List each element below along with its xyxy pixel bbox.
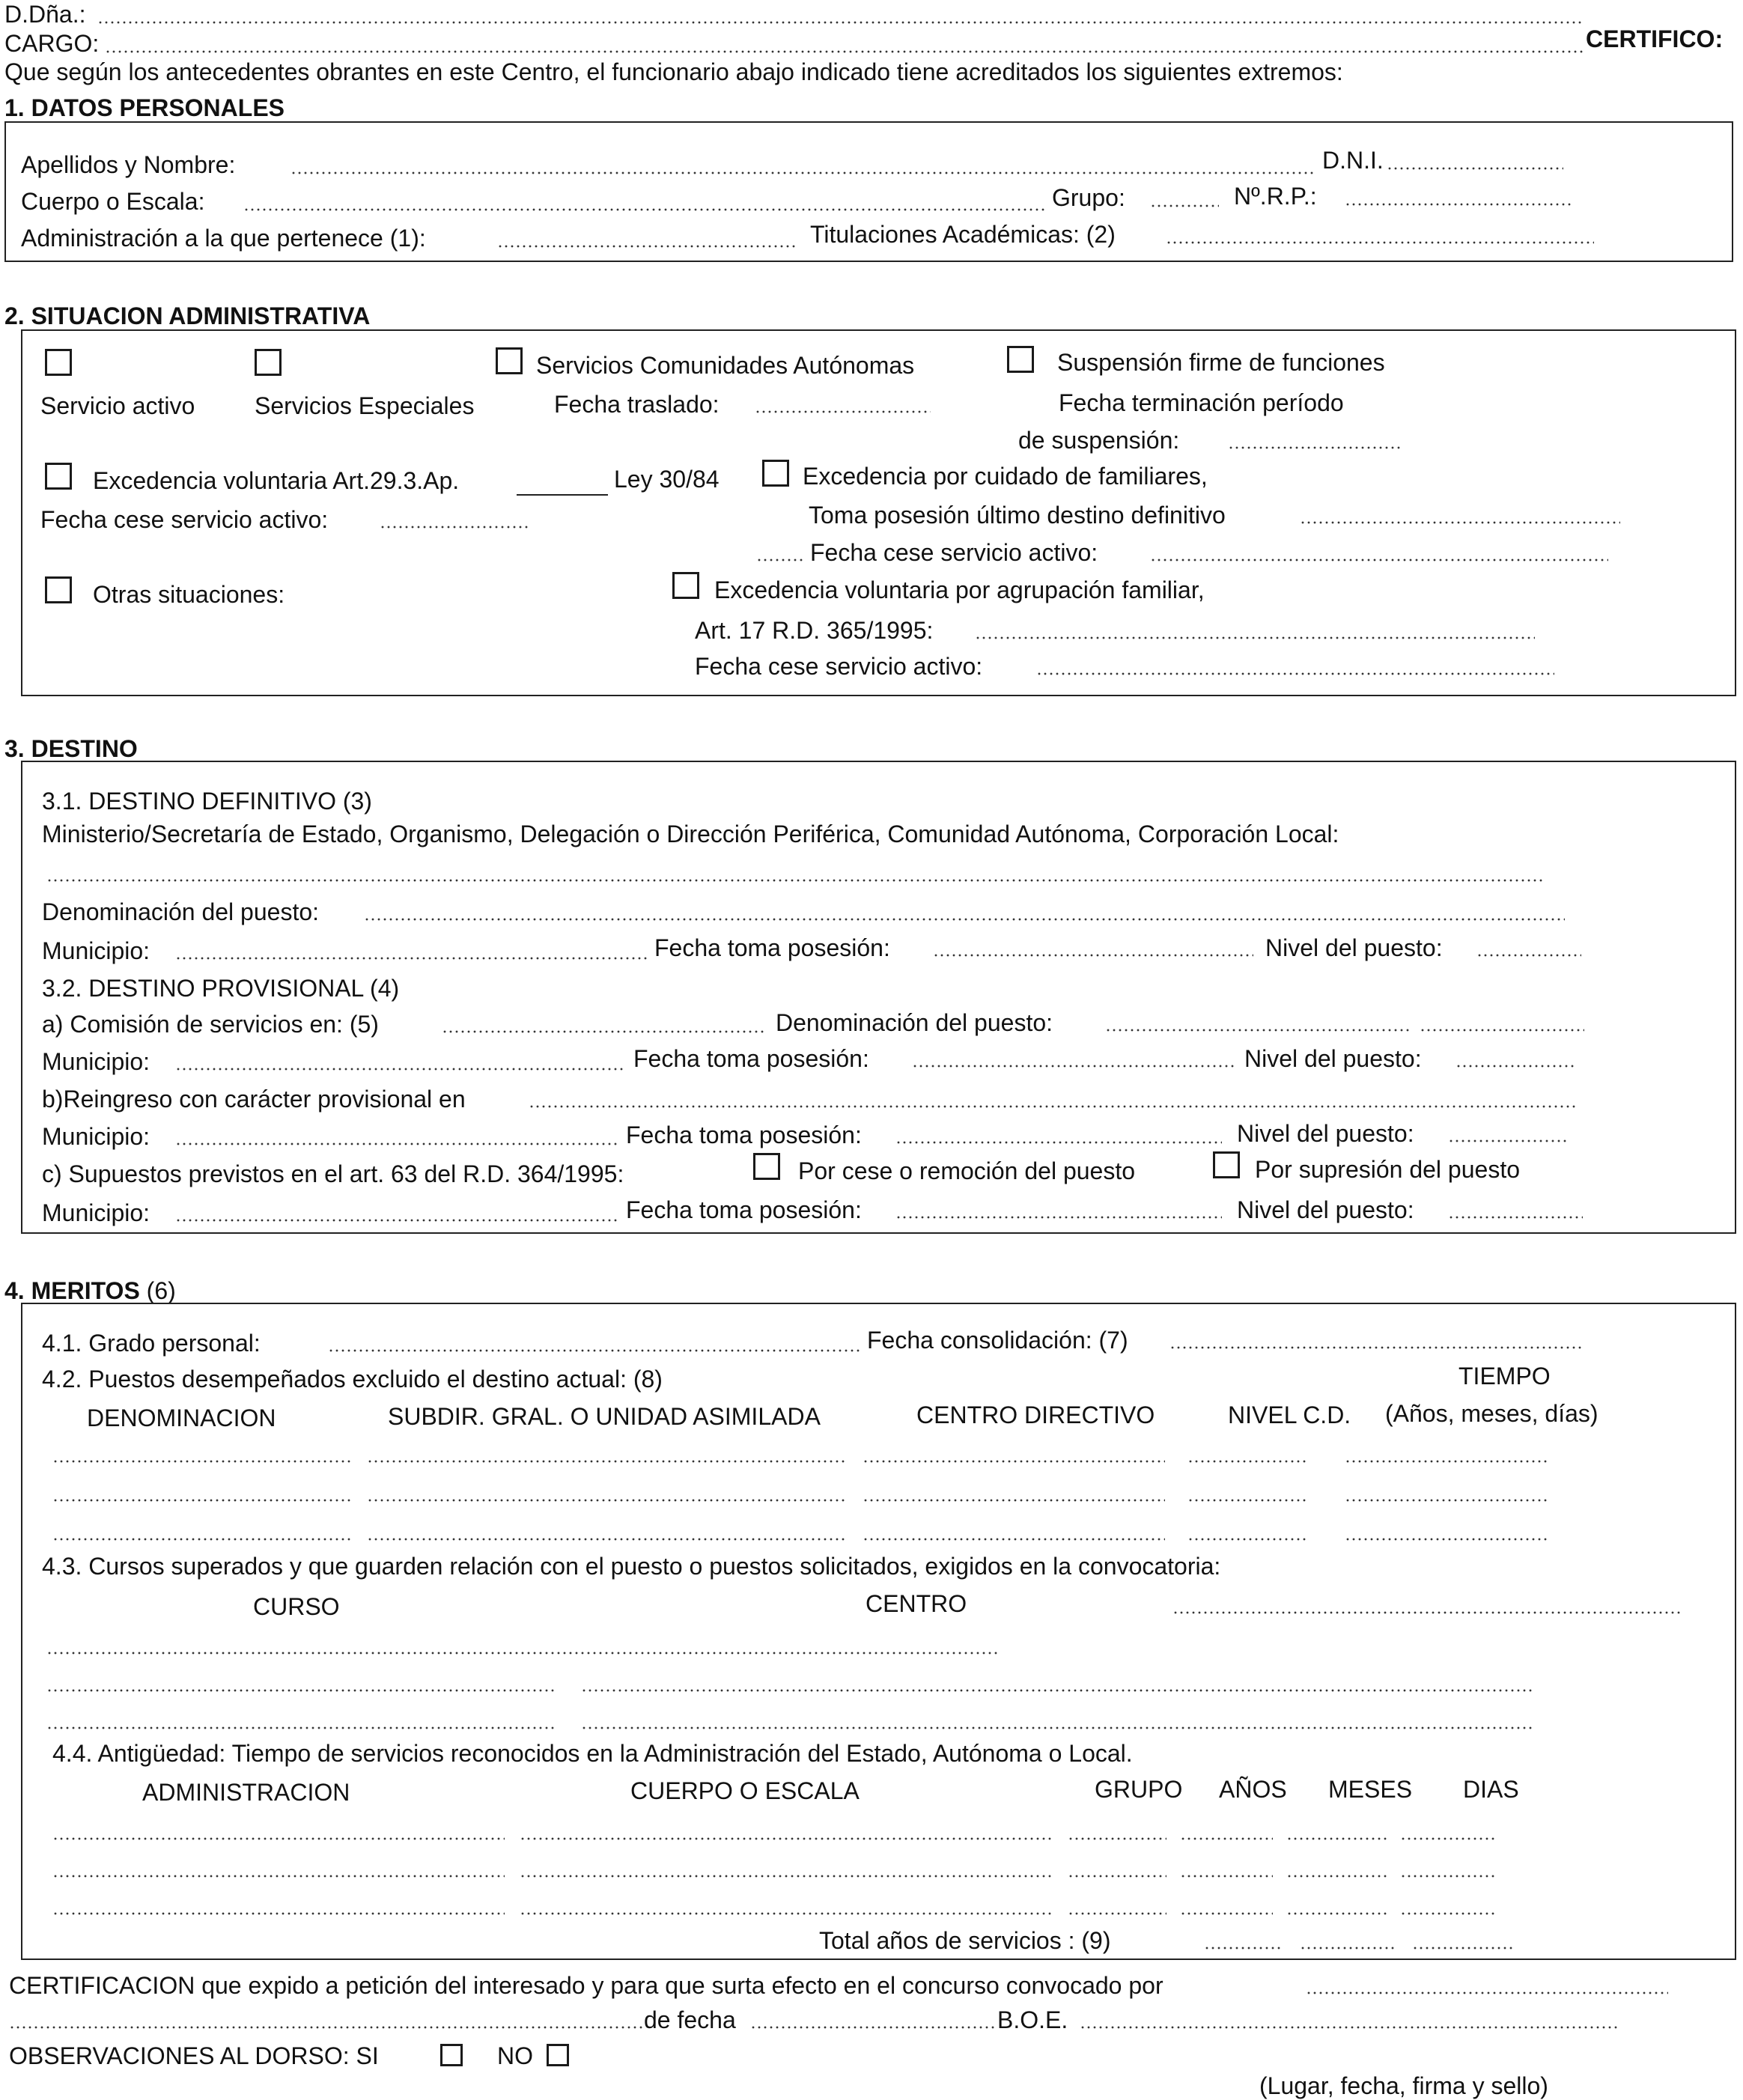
puesto-denominacion-field[interactable] <box>52 1460 352 1463</box>
col-centro-directivo: CENTRO DIRECTIVO <box>916 1401 1155 1428</box>
puesto-centro-field[interactable] <box>863 1499 1165 1502</box>
antiguedad-dias-field[interactable] <box>1400 1875 1497 1878</box>
excedencia-voluntaria-label: Excedencia voluntaria Art.29.3.Ap. <box>93 467 460 494</box>
antiguedad-grupo-field[interactable] <box>1068 1875 1166 1878</box>
destino-definitivo-title: 3.1. DESTINO DEFINITIVO (3) <box>42 788 372 815</box>
total-meses-field[interactable] <box>1300 1947 1394 1950</box>
art17-label: Art. 17 R.D. 365/1995: <box>695 617 934 644</box>
section-4-title: 4. MERITOS <box>4 1277 140 1304</box>
municipio-field[interactable] <box>175 957 647 960</box>
comision-fecha-toma-field[interactable] <box>912 1065 1235 1068</box>
de-fecha-label: de fecha <box>644 2006 736 2033</box>
comision-nivel-label: Nivel del puesto: <box>1244 1045 1422 1072</box>
servicios-ccaa-checkbox[interactable] <box>496 347 523 374</box>
antiguedad-label: 4.4. Antigüedad: Tiempo de servicios reconocidos en la Administración del Estado, Autónoma o Local. <box>52 1740 1133 1767</box>
reingreso-label: b)Reingreso con carácter provisional en <box>42 1086 466 1113</box>
fecha-cese-3-field[interactable] <box>1036 672 1554 675</box>
cursos-field-1[interactable] <box>46 1652 997 1655</box>
ministerio-label: Ministerio/Secretaría de Estado, Organismo, Delegación o Dirección Periférica, Comunidad Autónoma, Corporación Local: <box>42 821 1339 847</box>
grupo-field[interactable] <box>1150 204 1219 207</box>
excedencia-apartado-field[interactable] <box>517 494 608 496</box>
puesto-tiempo-field[interactable] <box>1345 1538 1547 1541</box>
fecha-cese-2-label: Fecha cese servicio activo: <box>810 539 1098 566</box>
antiguedad-meses-field[interactable] <box>1286 1912 1387 1915</box>
cuerpo-field[interactable] <box>243 208 1044 211</box>
puesto-denominacion-field[interactable] <box>52 1499 352 1502</box>
boe-label: B.O.E. <box>997 2006 1068 2033</box>
comision-denominacion-field-2[interactable] <box>1420 1029 1584 1032</box>
antiguedad-administracion-field[interactable] <box>52 1875 505 1878</box>
grado-field[interactable] <box>328 1349 860 1352</box>
grupo-label: Grupo: <box>1052 184 1125 211</box>
comision-denominacion-label: Denominación del puesto: <box>776 1009 1053 1036</box>
fecha-cese-1-label: Fecha cese servicio activo: <box>40 506 329 533</box>
fecha-cese-1-field[interactable] <box>380 526 529 529</box>
antiguedad-administracion-field[interactable] <box>52 1837 505 1840</box>
reingreso-field[interactable] <box>529 1105 1575 1108</box>
comision-nivel-field[interactable] <box>1455 1065 1574 1068</box>
curso-field[interactable] <box>46 1726 556 1729</box>
section-4-title-wrap <box>4 1279 176 1303</box>
antiguedad-cuerpo-field[interactable] <box>520 1912 1053 1915</box>
nrp-label: Nº.R.P.: <box>1234 183 1317 210</box>
ministerio-field[interactable] <box>46 879 1545 882</box>
excedencia-agrupacion-checkbox[interactable] <box>672 572 699 599</box>
col-dias: DIAS <box>1463 1776 1519 1803</box>
total-label: Total años de servicios : (9) <box>819 1927 1111 1954</box>
supuestos-label: c) Supuestos previstos en el art. 63 del R.D. 364/1995: <box>42 1160 624 1187</box>
comision-denominacion-field-1[interactable] <box>1105 1029 1412 1032</box>
destino-provisional-title: 3.2. DESTINO PROVISIONAL (4) <box>42 975 400 1002</box>
antiguedad-cuerpo-field[interactable] <box>520 1875 1053 1878</box>
otras-situaciones-label: Otras situaciones: <box>93 581 285 608</box>
puesto-tiempo-field[interactable] <box>1345 1460 1547 1463</box>
nivel-label: Nivel del puesto: <box>1265 934 1443 961</box>
supuestos-fecha-toma-label: Fecha toma posesión: <box>626 1196 862 1223</box>
antiguedad-administracion-field[interactable] <box>52 1912 505 1915</box>
por-supresion-checkbox[interactable] <box>1213 1151 1240 1178</box>
antiguedad-anos-field[interactable] <box>1180 1912 1273 1915</box>
toma-posesion-ultimo-label: Toma posesión último destino definitivo <box>809 502 1226 529</box>
denominacion-field[interactable] <box>364 918 1565 921</box>
observaciones-no-label: NO <box>497 2042 533 2069</box>
apellidos-label: Apellidos y Nombre: <box>21 151 236 178</box>
grado-label: 4.1. Grado personal: <box>42 1330 261 1357</box>
municipio-label: Municipio: <box>42 937 150 964</box>
comision-field[interactable] <box>442 1030 764 1033</box>
puesto-subdir-field[interactable] <box>367 1538 846 1541</box>
reingreso-nivel-label: Nivel del puesto: <box>1237 1120 1414 1147</box>
observaciones-si-checkbox[interactable] <box>440 2044 463 2066</box>
col-nivel-cd: NIVEL C.D. <box>1228 1401 1351 1428</box>
intro-text: Que según los antecedentes obrantes en este Centro, el funcionario abajo indicado tiene acreditados los siguientes extremos: <box>4 58 1343 85</box>
por-cese-label: Por cese o remoción del puesto <box>798 1157 1136 1184</box>
ddna-label: D.Dña.: <box>4 1 86 28</box>
toma-posesion-ultimo-field[interactable] <box>1300 521 1620 524</box>
centro-field[interactable] <box>581 1689 1535 1692</box>
section-3-title: 3. DESTINO <box>4 735 138 762</box>
col-centro: CENTRO <box>866 1590 967 1617</box>
ddna-field[interactable] <box>97 21 1584 24</box>
tiempo-header: TIEMPO <box>1458 1363 1551 1390</box>
titulaciones-field[interactable] <box>1166 241 1594 244</box>
puesto-denominacion-field[interactable] <box>52 1538 352 1541</box>
supuestos-fecha-toma-field[interactable] <box>895 1216 1222 1219</box>
cursos-field-0[interactable] <box>1172 1611 1682 1614</box>
nivel-field[interactable] <box>1476 954 1581 957</box>
excedencia-cuidado-label: Excedencia por cuidado de familiares, <box>803 463 1208 490</box>
servicios-especiales-checkbox[interactable] <box>255 349 282 376</box>
concurso-field[interactable] <box>1306 1991 1668 1994</box>
titulaciones-label: Titulaciones Académicas: (2) <box>810 221 1116 248</box>
dni-field[interactable] <box>1387 167 1563 170</box>
fecha-consolidacion-label: Fecha consolidación: (7) <box>867 1327 1128 1354</box>
comision-fecha-toma-label: Fecha toma posesión: <box>633 1045 869 1072</box>
puesto-subdir-field[interactable] <box>367 1460 846 1463</box>
suspension-checkbox[interactable] <box>1007 346 1034 373</box>
reingreso-fecha-toma-label: Fecha toma posesión: <box>626 1121 862 1148</box>
col-subdir: SUBDIR. GRAL. O UNIDAD ASIMILADA <box>388 1403 821 1430</box>
observaciones-no-checkbox[interactable] <box>547 2044 569 2066</box>
antiguedad-dias-field[interactable] <box>1400 1912 1497 1915</box>
antiguedad-cuerpo-field[interactable] <box>520 1837 1053 1840</box>
col-tiempo: (Años, meses, días) <box>1385 1400 1598 1427</box>
de-suspension-field[interactable] <box>1228 446 1400 449</box>
ley-label: Ley 30/84 <box>614 466 720 493</box>
col-anos: AÑOS <box>1219 1776 1287 1803</box>
puesto-centro-field[interactable] <box>863 1538 1165 1541</box>
antiguedad-meses-field[interactable] <box>1286 1837 1387 1840</box>
fecha-traslado-field[interactable] <box>755 410 931 413</box>
boe-field[interactable] <box>1080 2026 1619 2029</box>
total-anos-field[interactable] <box>1204 1947 1282 1950</box>
supuestos-municipio-label: Municipio: <box>42 1199 150 1226</box>
excedencia-cuidado-checkbox[interactable] <box>762 460 789 487</box>
administracion-label: Administración a la que pertenece (1): <box>21 225 426 252</box>
art17-field[interactable] <box>975 636 1535 639</box>
fecha-toma-label: Fecha toma posesión: <box>654 934 890 961</box>
reingreso-nivel-field[interactable] <box>1448 1139 1566 1142</box>
puesto-subdir-field[interactable] <box>367 1499 846 1502</box>
reingreso-fecha-toma-field[interactable] <box>895 1141 1222 1144</box>
antiguedad-meses-field[interactable] <box>1286 1875 1387 1878</box>
supuestos-nivel-field[interactable] <box>1448 1216 1583 1219</box>
servicios-ccaa-label: Servicios Comunidades Autónomas <box>536 352 915 379</box>
cargo-field[interactable] <box>105 50 1584 53</box>
supuestos-municipio-field[interactable] <box>175 1219 617 1222</box>
col-meses: MESES <box>1328 1776 1413 1803</box>
fecha-consolidacion-field[interactable] <box>1169 1346 1581 1349</box>
comision-municipio-field[interactable] <box>175 1068 624 1071</box>
comision-label: a) Comisión de servicios en: (5) <box>42 1011 379 1038</box>
dni-label: D.N.I. <box>1322 147 1384 174</box>
supuestos-nivel-label: Nivel del puesto: <box>1237 1196 1414 1223</box>
puesto-nivel-field[interactable] <box>1187 1460 1307 1463</box>
col-administracion: ADMINISTRACION <box>142 1779 350 1806</box>
certifico-label: CERTIFICO: <box>1586 25 1724 52</box>
puesto-tiempo-field[interactable] <box>1345 1499 1547 1502</box>
servicios-especiales-label: Servicios Especiales <box>255 392 475 419</box>
por-cese-checkbox[interactable] <box>753 1153 780 1180</box>
fecha-traslado-label: Fecha traslado: <box>554 391 720 418</box>
col-denominacion: DENOMINACION <box>87 1404 276 1431</box>
administracion-field[interactable] <box>497 245 798 248</box>
puesto-nivel-field[interactable] <box>1187 1499 1307 1502</box>
cargo-label: CARGO: <box>4 30 100 57</box>
certificacion-text: CERTIFICACION que expido a petición del interesado y para que surta efecto en el concurso convocado por <box>9 1972 1163 1999</box>
puesto-centro-field[interactable] <box>863 1460 1165 1463</box>
por-supresion-label: Por supresión del puesto <box>1255 1156 1520 1183</box>
observaciones-label: OBSERVACIONES AL DORSO: SI <box>9 2042 379 2069</box>
cuerpo-label: Cuerpo o Escala: <box>21 188 205 215</box>
antiguedad-grupo-field[interactable] <box>1068 1837 1166 1840</box>
antiguedad-anos-field[interactable] <box>1180 1875 1273 1878</box>
servicio-activo-label: Servicio activo <box>40 392 195 419</box>
leader-dots <box>756 559 806 561</box>
total-dias-field[interactable] <box>1412 1947 1512 1950</box>
suspension-label: Suspensión firme de funciones <box>1057 349 1385 376</box>
fecha-terminacion-label: Fecha terminación período <box>1059 389 1344 416</box>
section-2-title: 2. SITUACION ADMINISTRATIVA <box>4 302 371 329</box>
puestos-label: 4.2. Puestos desempeñados excluido el destino actual: (8) <box>42 1366 663 1393</box>
antiguedad-grupo-field[interactable] <box>1068 1912 1166 1915</box>
curso-field[interactable] <box>46 1689 556 1692</box>
apellidos-field[interactable] <box>290 171 1316 174</box>
excedencia-voluntaria-checkbox[interactable] <box>45 463 72 490</box>
reingreso-municipio-field[interactable] <box>175 1142 617 1145</box>
lugar-fecha-firma-text: (Lugar, fecha, firma y sello) <box>1259 2072 1548 2099</box>
antiguedad-anos-field[interactable] <box>1180 1837 1273 1840</box>
otras-situaciones-checkbox[interactable] <box>45 576 72 603</box>
col-cuerpo-escala: CUERPO O ESCALA <box>630 1777 860 1804</box>
section-1-title: 1. DATOS PERSONALES <box>4 94 285 121</box>
reingreso-municipio-label: Municipio: <box>42 1123 150 1150</box>
puesto-nivel-field[interactable] <box>1187 1538 1307 1541</box>
fecha-cese-3-label: Fecha cese servicio activo: <box>695 653 983 680</box>
fecha-field[interactable] <box>750 2026 994 2029</box>
excedencia-agrupacion-label: Excedencia voluntaria por agrupación familiar, <box>714 576 1205 603</box>
col-grupo: GRUPO <box>1095 1776 1183 1803</box>
nrp-field[interactable] <box>1345 203 1573 206</box>
col-curso: CURSO <box>253 1593 340 1620</box>
antiguedad-dias-field[interactable] <box>1400 1837 1497 1840</box>
de-suspension-label: de suspensión: <box>1018 427 1180 454</box>
section-4-note: (6) <box>139 1277 176 1304</box>
fecha-cese-2-field[interactable] <box>1150 559 1608 561</box>
denominacion-label: Denominación del puesto: <box>42 898 320 925</box>
comision-municipio-label: Municipio: <box>42 1048 150 1075</box>
centro-field[interactable] <box>581 1726 1535 1729</box>
cursos-label: 4.3. Cursos superados y que guarden relación con el puesto o puestos solicitados, exigidos en la convocatoria: <box>42 1553 1221 1580</box>
concurso-field-2[interactable] <box>9 2026 642 2029</box>
fecha-toma-field[interactable] <box>933 954 1253 957</box>
servicio-activo-checkbox[interactable] <box>45 349 72 376</box>
